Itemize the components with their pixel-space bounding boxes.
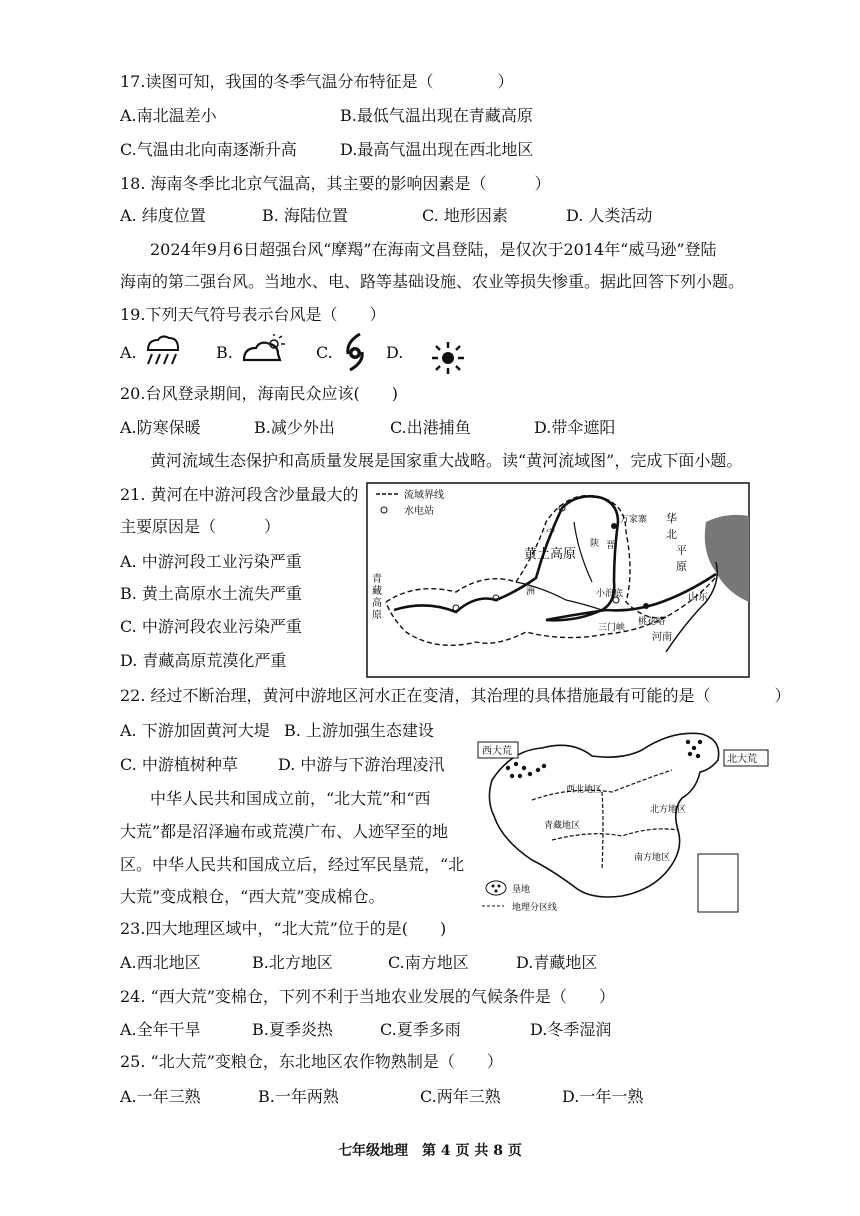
q21-option-b[interactable]: B. 黄土高原水土流失严重 — [120, 584, 302, 603]
q25-option-d[interactable]: D.一年一熟 — [562, 1087, 644, 1106]
q21-option-d[interactable]: D. 青藏高原荒漠化严重 — [120, 651, 287, 670]
passage-wasteland-line2: 大荒”都是沼泽遍布或荒漠广布、人迹罕至的地 — [120, 822, 449, 841]
q22-option-c[interactable]: C. 中游植树种草 — [120, 755, 238, 774]
q20-option-d[interactable]: D.带伞遮阳 — [534, 418, 616, 437]
q21-stem-line1: 21. 黄河在中游河段含沙量最大的 — [120, 485, 359, 504]
q23-option-c[interactable]: C.南方地区 — [388, 953, 469, 972]
q19-stem: 19.下列天气符号表示台风是（ ） — [120, 305, 386, 324]
shandong-label: 山东 — [688, 592, 708, 603]
q22-option-a[interactable]: A. 下游加固黄河大堤 — [120, 721, 270, 740]
q25-stem: 25. “北大荒”变粮仓，东北地区农作物熟制是（ ） — [120, 1052, 503, 1071]
q23-option-a[interactable]: A.西北地区 — [120, 953, 201, 972]
q17-option-a[interactable]: A.南北温差小 — [120, 106, 217, 125]
passage-wasteland-line1: 中华人民共和国成立前，“北大荒”和“西 — [150, 789, 431, 808]
passage-typhoon-line1: 2024年9月6日超强台风“摩羯”在海南文昌登陆，是仅次于2014年“威马逊”登陆 — [150, 240, 717, 259]
shan-label: 陕 — [590, 539, 600, 549]
q20-option-a[interactable]: A.防寒保暖 — [120, 418, 201, 437]
henan-label: 河南 — [652, 632, 672, 643]
q19-option-b[interactable]: B. — [216, 343, 233, 362]
q22-option-d[interactable]: D. 中游与下游治理凌汛 — [278, 755, 445, 774]
beidahuang-label: 北大荒 — [727, 754, 757, 765]
yellow-river-basin-map — [366, 482, 750, 678]
passage-wasteland-line3: 区。中华人民共和国成立后，经过军民垦荒，“北 — [120, 855, 465, 874]
qingzang-region-label: 青藏地区 — [544, 821, 581, 831]
q22-stem: 22. 经过不断治理，黄河中游地区河水正在变清，其治理的具体措施最有可能的是（ ） — [120, 686, 791, 705]
q24-option-d[interactable]: D.冬季湿润 — [530, 1020, 612, 1039]
q17-stem: 17.读图可知，我国的冬季气温分布特征是（ ） — [120, 72, 514, 91]
q18-option-c[interactable]: C. 地形因素 — [422, 206, 508, 225]
northwest-region-label: 西北地区 — [566, 785, 603, 795]
q17-option-c[interactable]: C.气温由北向南逐渐升高 — [120, 140, 297, 159]
q20-stem: 20.台风登录期间，海南民众应该( ) — [120, 384, 398, 403]
south-region-label: 南方地区 — [634, 853, 671, 863]
hb-label-2: 北 — [666, 528, 677, 541]
q24-option-b[interactable]: B.夏季炎热 — [252, 1020, 333, 1039]
wanjiazhai-label: 万家寨 — [620, 515, 648, 525]
xidahuang-label: 西大荒 — [482, 746, 512, 757]
q23-stem: 23.四大地理区域中，“北大荒”位于的是( ) — [120, 919, 447, 938]
qz-label-4: 原 — [372, 610, 382, 621]
ning-label: 宁 — [546, 529, 556, 539]
q21-stem-line2: 主要原因是（ ） — [120, 517, 281, 536]
q20-option-c[interactable]: C.出港捕鱼 — [390, 418, 471, 437]
typhoon-icon[interactable] — [340, 332, 370, 372]
sunny-icon[interactable] — [430, 340, 466, 376]
q21-option-c[interactable]: C. 中游河段农业污染严重 — [120, 617, 302, 636]
q18-option-a[interactable]: A. 纬度位置 — [120, 206, 206, 225]
hb-label-4: 原 — [676, 560, 687, 573]
q20-option-b[interactable]: B.减少外出 — [254, 418, 335, 437]
loess-plateau-label: 黄土高原 — [524, 547, 577, 562]
china-regions-map — [472, 720, 757, 920]
legend-station-label: 水电站 — [404, 506, 434, 517]
zhou-label: 洲 — [526, 587, 536, 597]
passage-typhoon-line2: 海南的第二强台风。当地水、电、路等基础设施、农业等损失惨重。据此回答下列小题。 — [120, 272, 745, 291]
legend-farm-label: 垦地 — [512, 885, 531, 895]
q17-option-d[interactable]: D.最高气温出现在西北地区 — [340, 140, 534, 159]
q24-option-a[interactable]: A.全年干旱 — [120, 1020, 201, 1039]
q19-option-d[interactable]: D. — [386, 343, 404, 362]
q17-option-b[interactable]: B.最低气温出现在青藏高原 — [340, 106, 533, 125]
legend-line-label: 地理分区线 — [512, 903, 558, 913]
sanmenxia-label: 三门峡 — [598, 623, 626, 633]
q23-option-d[interactable]: D.青藏地区 — [516, 953, 598, 972]
q19-option-a[interactable]: A. — [120, 343, 137, 362]
q19-option-c[interactable]: C. — [316, 343, 333, 362]
page-footer: 七年级地理 第 4 页 共 8 页 — [338, 1143, 522, 1159]
q23-option-b[interactable]: B.北方地区 — [252, 953, 333, 972]
q18-stem: 18. 海南冬季比北京气温高，其主要的影响因素是（ ） — [120, 174, 551, 193]
q24-stem: 24. “西大荒”变棉仓，下列不利于当地农业发展的气候条件是（ ） — [120, 987, 615, 1006]
xiaolangdi-label: 小浪底 — [596, 589, 624, 599]
qz-label-2: 藏 — [372, 586, 382, 597]
q18-option-b[interactable]: B. 海陆位置 — [262, 206, 348, 225]
q25-option-a[interactable]: A.一年三熟 — [120, 1087, 201, 1106]
q21-option-a[interactable]: A. 中游河段工业污染严重 — [120, 552, 302, 571]
north-region-label: 北方地区 — [650, 805, 687, 815]
hb-label-1: 华 — [666, 512, 677, 525]
jin-label: 晋 — [606, 541, 616, 551]
heavy-rain-icon[interactable] — [142, 332, 184, 368]
hb-label-3: 平 — [676, 544, 687, 557]
q24-option-c[interactable]: C.夏季多雨 — [380, 1020, 461, 1039]
q25-option-c[interactable]: C.两年三熟 — [420, 1087, 501, 1106]
q25-option-b[interactable]: B.一年两熟 — [258, 1087, 339, 1106]
q22-option-b[interactable]: B. 上游加强生态建设 — [284, 721, 434, 740]
partly-cloudy-icon[interactable] — [240, 334, 286, 366]
qz-label-3: 高 — [372, 598, 382, 609]
passage-wasteland-line4: 大荒”变成粮仓，“西大荒”变成棉仓。 — [120, 887, 385, 906]
legend-boundary-label: 流域界线 — [404, 490, 444, 501]
q18-option-d[interactable]: D. 人类活动 — [566, 206, 653, 225]
huayuankou-label: 桃花峪 — [638, 617, 666, 627]
passage-yellow-river: 黄河流域生态保护和高质量发展是国家重大战略。读“黄河流域图”，完成下面小题。 — [150, 451, 743, 470]
qz-label-1: 青 — [372, 574, 382, 585]
